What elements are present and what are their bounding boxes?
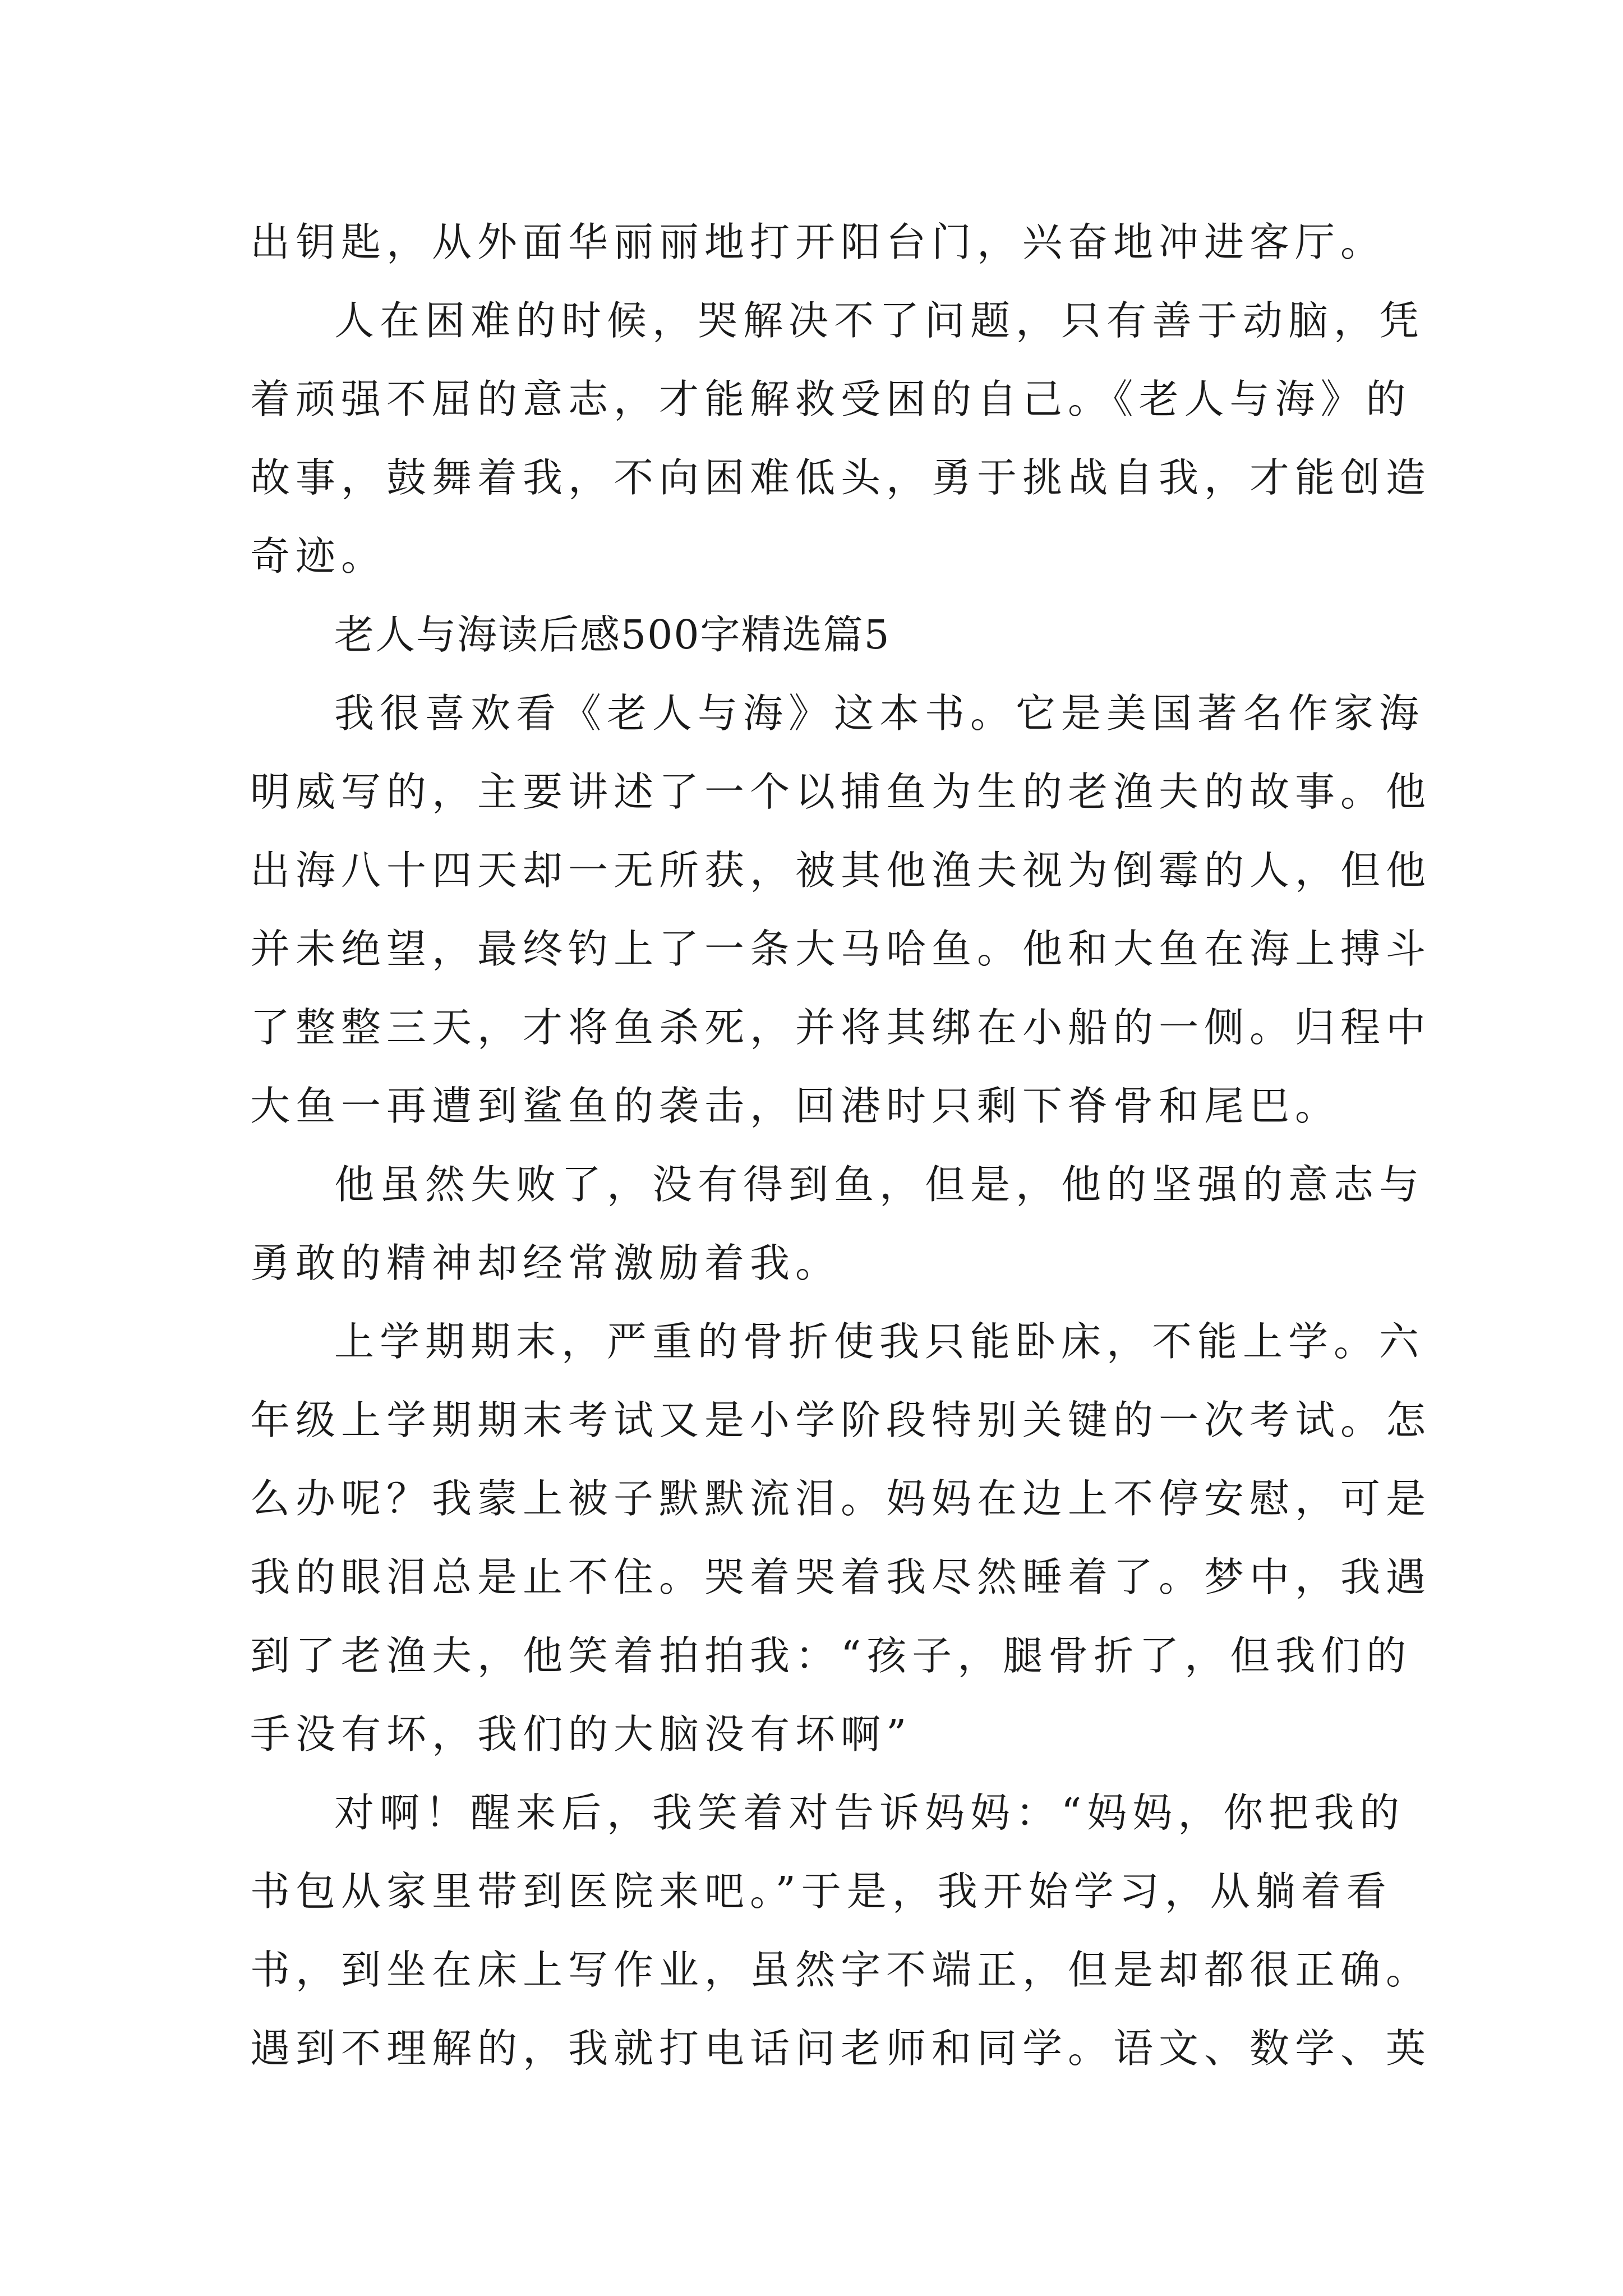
text-line: 故事，鼓舞着我，不向困难低头，勇于挑战自我，才能创造 [250, 454, 1432, 501]
text-line: 么办呢？我蒙上被子默默流泪。妈妈在边上不停安慰，可是 [250, 1475, 1432, 1522]
text-line: 书，到坐在床上写作业，虽然字不端正，但是却都很正确。 [250, 1947, 1432, 1993]
text-line: 遇到不理解的，我就打电话问老师和同学。语文、数学、英 [250, 2025, 1432, 2072]
paragraph-start-line: 上学期期末，严重的骨折使我只能卧床，不能上学。六 [334, 1318, 1425, 1365]
text-line: 我的眼泪总是止不住。哭着哭着我尽然睡着了。梦中，我遇 [250, 1554, 1432, 1600]
text-line: 并未绝望，最终钓上了一条大马哈鱼。他和大鱼在海上搏斗 [250, 926, 1432, 972]
text-line: 出海八十四天却一无所获，被其他渔夫视为倒霉的人，但他 [250, 847, 1432, 894]
section-heading: 老人与海读后感500字精选篇5 [334, 611, 891, 658]
text-line: 手没有坏，我们的大脑没有坏啊” [250, 1711, 912, 1757]
text-line: 奇迹。 [250, 533, 387, 579]
paragraph-start-line: 我很喜欢看《老人与海》这本书。它是美国著名作家海 [334, 690, 1425, 737]
text-line: 着顽强不屈的意志，才能解救受困的自己。《老人与海》的 [250, 376, 1412, 422]
text-line: 明威写的，主要讲述了一个以捕鱼为生的老渔夫的故事。他 [250, 769, 1432, 815]
paragraph-start-line: 对啊！醒来后，我笑着对告诉妈妈：“妈妈，你把我的 [334, 1789, 1405, 1836]
text-line: 大鱼一再遭到鲨鱼的袭击，回港时只剩下脊骨和尾巴。 [250, 1083, 1341, 1129]
text-line: 勇敢的精神却经常激励着我。 [250, 1240, 841, 1286]
text-line: 了整整三天，才将鱼杀死，并将其绑在小船的一侧。归程中 [250, 1004, 1432, 1051]
text-line: 年级上学期期末考试又是小学阶段特别关键的一次考试。怎 [250, 1397, 1432, 1443]
paragraph-start-line: 他虽然失败了，没有得到鱼，但是，他的坚强的意志与 [334, 1161, 1425, 1208]
text-line: 书包从家里带到医院来吧。”于是，我开始学习，从躺着看 [250, 1868, 1392, 1915]
text-line: 出钥匙，从外面华丽丽地打开阳台门，兴奋地冲进客厅。 [250, 219, 1386, 265]
text-line: 到了老渔夫，他笑着拍拍我：“孩子，腿骨折了，但我们的 [250, 1632, 1412, 1679]
paragraph-start-line: 人在困难的时候，哭解决不了问题，只有善于动脑，凭 [334, 297, 1425, 344]
